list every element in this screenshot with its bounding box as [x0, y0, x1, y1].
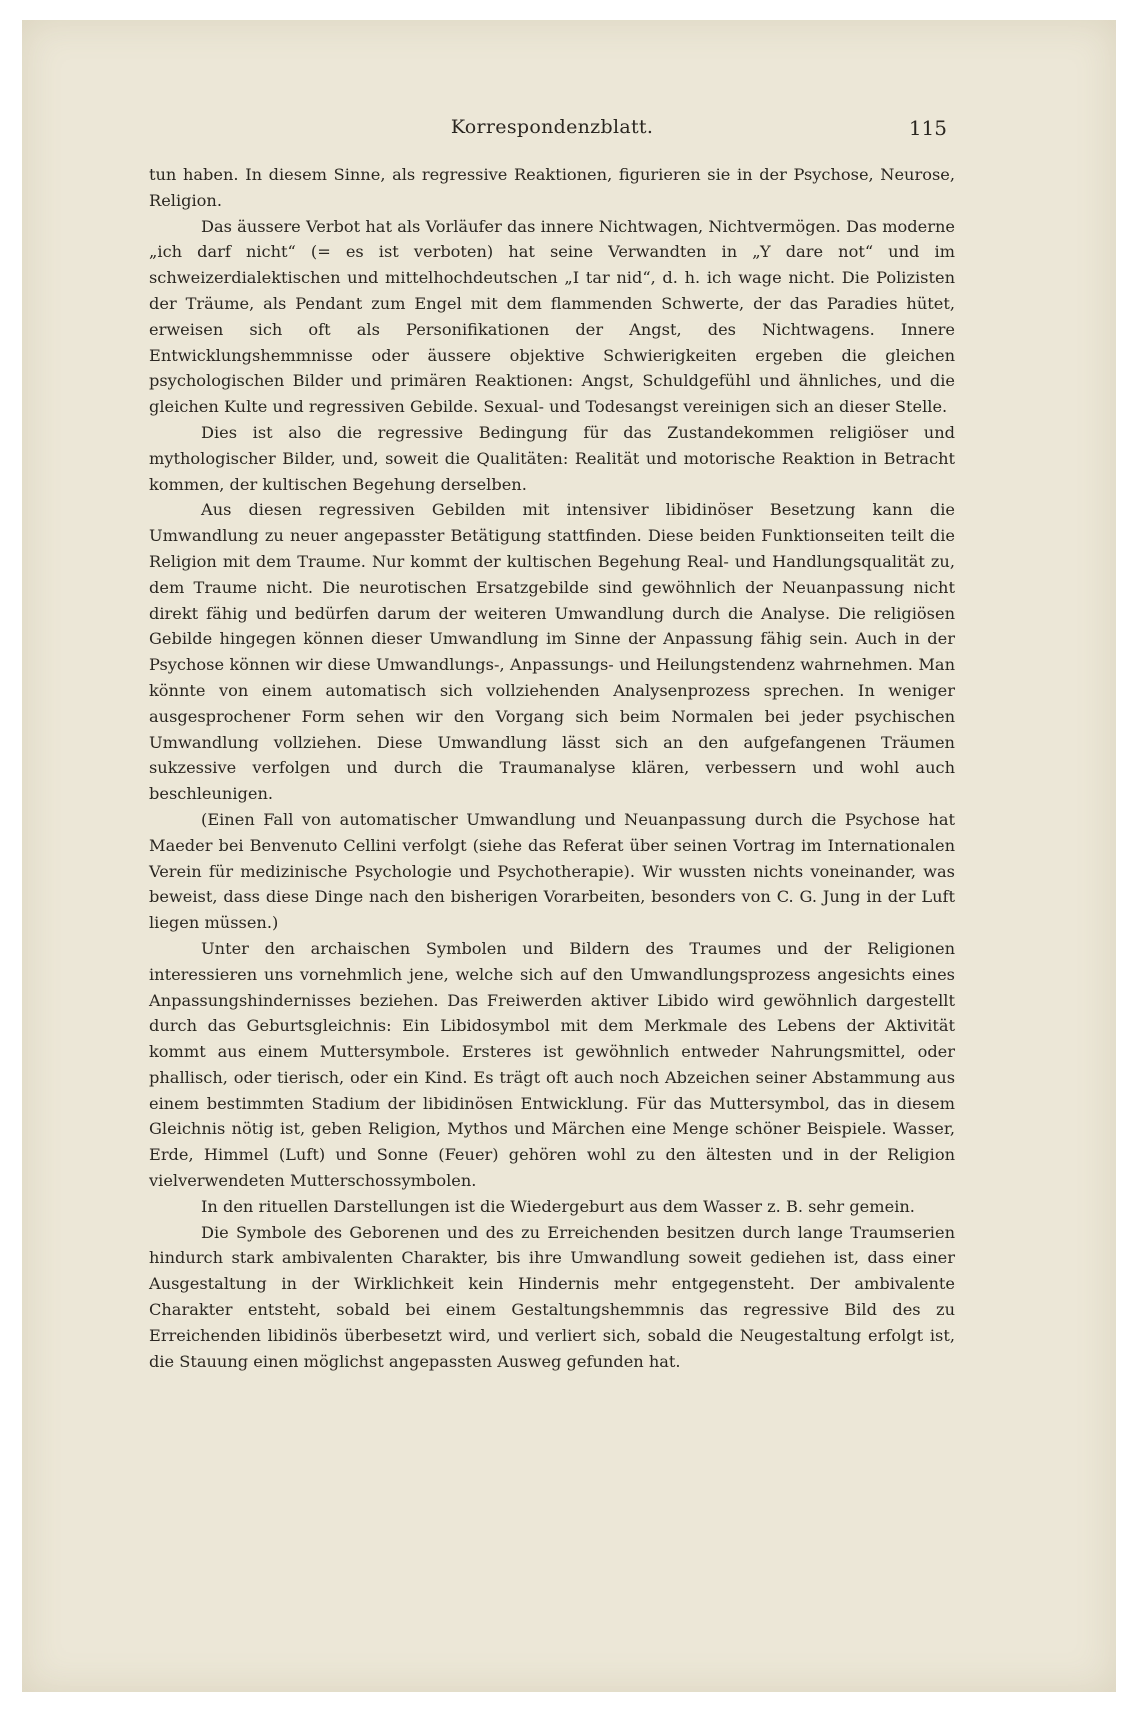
paragraph-1: tun haben. In diesem Sinne, als regressive Reaktionen, figurieren sie in der Psychose, Neurose, Religion. — [149, 165, 955, 210]
paragraph-2: Das äussere Verbot hat als Vorläufer das innere Nichtwagen, Nichtvermögen. Das moderne „ich darf nicht“ (= es ist verboten) hat seine Verwandten in „Y dare not“ und im schweizerdialektischen und mittelhochdeutschen „I tar nid“, d. h. ich wage nicht. Die Polizisten der Träume, als Pendant zum Engel mit dem flammenden Schwerte, der das Paradies hütet, erweisen sich oft als Personifikationen der Angst, des Nichtwagens. Innere Entwicklungshemmnisse oder äussere objektive Schwierigkeiten ergeben die gleichen psychologischen Bilder und primären Reaktionen: Angst, Schuldgefühl und ähnliches, und die gleichen Kulte und regressiven Gebilde. Sexual- und Todesangst vereinigen sich an dieser Stelle. — [149, 216, 955, 417]
paragraph-8: Die Symbole des Geborenen und des zu Erreichenden besitzen durch lange Traumserien hindurch stark ambivalenten Charakter, bis ihre Umwandlung soweit gediehen ist, dass einer Ausgestaltung in der Wirklichkeit kein Hindernis mehr entgegensteht. Der ambivalente Charakter entsteht, sobald bei einem Gestaltungshemmnis das regressive Bild des zu Erreichenden libidinös überbesetzt wird, und verliert sich, sobald die Neugestaltung erfolgt ist, die Stauung einen möglichst angepassten Ausweg gefunden hat. — [149, 1222, 955, 1371]
paragraph-5: (Einen Fall von automatischer Umwandlung und Neuanpassung durch die Psychose hat Maeder bei Benvenuto Cellini verfolgt (siehe das Referat über seinen Vortrag im Internationalen Verein für medizinische Psychologie und Psychotherapie). Wir wussten nichts voneinander, was beweist, dass diese Dinge nach den bisherigen Vorarbeiten, besonders von C. G. Jung in der Luft liegen müssen.) — [149, 809, 955, 933]
running-head: Korrespondenzblatt. — [450, 116, 654, 138]
scanned-page — [22, 20, 1116, 1692]
paragraph-6: Unter den archaischen Symbolen und Bildern des Traumes und der Religionen interessieren uns vornehmlich jene, welche sich auf den Umwandlungsprozess angesichts eines Anpassungshindernisses beziehen. Das Freiwerden aktiver Libido wird gewöhnlich dargestellt durch das Geburtsgleichnis: Ein Libidosymbol mit dem Merkmale des Lebens der Aktivität kommt aus einem Muttersymbole. Ersteres ist gewöhnlich entweder Nahrungsmittel, oder phallisch, oder tierisch, oder ein Kind. Es trägt oft auch noch Abzeichen seiner Abstammung aus einem bestimmten Stadium der libidinösen Entwicklung. Für das Muttersymbol, das in diesem Gleichnis nötig ist, geben Religion, Mythos und Märchen eine Menge schöner Beispiele. Wasser, Erde, Himmel (Luft) und Sonne (Feuer) gehören wohl zu den ältesten und in der Religion vielverwendeten Mutterschossymbolen. — [149, 938, 955, 1191]
paragraph-3: Dies ist also die regressive Bedingung für das Zustandekommen religiöser und mythologischer Bilder, und, soweit die Qualitäten: Realität und motorische Reaktion in Betracht kommen, der kultischen Begehung derselben. — [149, 422, 955, 494]
page-number: 115 — [908, 116, 947, 140]
body-text — [149, 162, 955, 1374]
page-header — [149, 116, 955, 150]
paragraph-4: Aus diesen regressiven Gebilden mit intensiver libidinöser Besetzung kann die Umwandlung zu neuer angepasster Betätigung stattfinden. Diese beiden Funktionseiten teilt die Religion mit dem Traume. Nur kommt der kultischen Begehung Real- und Handlungsqualität zu, dem Traume nicht. Die neurotischen Ersatzgebilde sind gewöhnlich der Neuanpassung nicht direkt fähig und bedürfen darum der weiteren Umwandlung durch die Analyse. Die religiösen Gebilde hingegen können dieser Umwandlung im Sinne der Anpassung fähig sein. Auch in der Psychose können wir diese Umwandlungs-, Anpassungs- und Heilungstendenz wahrnehmen. Man könnte von einem automatisch sich vollziehenden Analysenprozess sprechen. In weniger ausgesprochener Form sehen wir den Vorgang sich beim Normalen bei jeder psychischen Umwandlung vollziehen. Diese Umwandlung lässt sich an den aufgefangenen Träumen sukzessive verfolgen und durch die Traumanalyse klären, verbessern und wohl auch beschleunigen. — [149, 500, 955, 804]
paragraph-7: In den rituellen Darstellungen ist die Wiedergeburt aus dem Wasser z. B. sehr gemein. — [201, 1196, 915, 1216]
page-content — [149, 116, 955, 1374]
